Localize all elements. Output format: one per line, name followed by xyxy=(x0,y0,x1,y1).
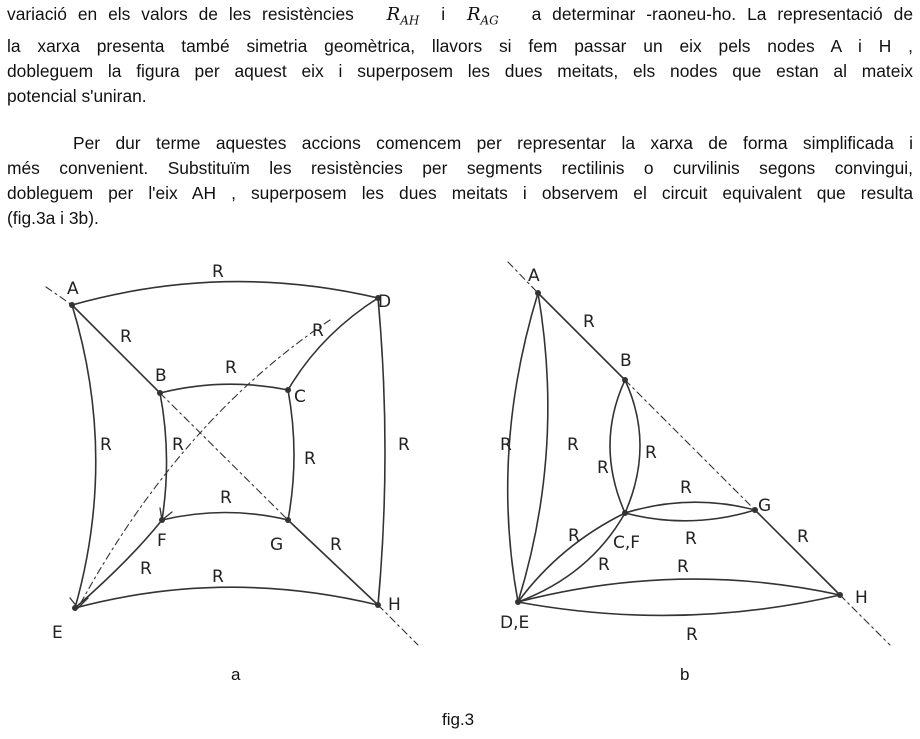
paragraph-2-line-3: dobleguem per l'eix AH , superposem les dues meitats i observem el circuit equivalent que resulta xyxy=(7,183,913,203)
figure-caption: fig.3 xyxy=(442,710,475,729)
paragraph-1-line-2: la xarxa presenta també simetria geomètrica, llavors si fem passar un eix pels nodes A i H , xyxy=(7,35,913,56)
node-label-h: H xyxy=(855,588,868,608)
resistor-label: R xyxy=(797,527,809,547)
edge-de-h-upper xyxy=(518,579,840,602)
figure-a-network xyxy=(46,282,418,645)
math-symbol: R xyxy=(466,4,481,25)
node-dot xyxy=(69,302,75,308)
edge-gh xyxy=(755,510,840,595)
figure-b-labels xyxy=(500,266,868,645)
node-label-g: G xyxy=(758,496,772,516)
figure-b-network xyxy=(508,262,890,645)
text-segment: i xyxy=(441,4,446,24)
paragraph-2-line-4: (fig.3a i 3b). xyxy=(7,208,99,228)
math-symbol: R xyxy=(386,4,401,25)
edge-b-cf-right xyxy=(625,380,640,513)
resistor-label: R xyxy=(220,488,232,508)
node-dot xyxy=(535,290,541,296)
resistor-label: R xyxy=(500,435,512,455)
node-dot xyxy=(157,390,163,396)
node-label-b: B xyxy=(155,366,167,386)
resistor-label: R xyxy=(598,555,610,575)
node-label-f: F xyxy=(157,531,167,551)
resistor-label: R xyxy=(330,535,342,555)
node-label-c: C xyxy=(294,387,306,407)
resistor-label: R xyxy=(100,435,112,455)
node-label-a: A xyxy=(67,279,79,299)
resistor-label: R xyxy=(680,478,692,498)
edge-cf-g-bottom xyxy=(625,510,755,521)
text-segment: a determinar -raoneu-ho. La representació de xyxy=(531,4,913,24)
resistor-label: R xyxy=(312,321,324,341)
edge-dc xyxy=(288,298,378,390)
resistor-label: R xyxy=(172,435,184,455)
edge-ab xyxy=(538,293,625,380)
node-label-b: B xyxy=(620,351,632,371)
edge-gf xyxy=(162,513,288,521)
paragraph-1-line-4: potencial s'uniran. xyxy=(7,85,147,106)
edge-bf xyxy=(160,393,167,520)
edge-cg xyxy=(288,390,294,520)
node-label-a: A xyxy=(528,266,540,286)
paragraph-1-line-3: dobleguem la figura per aquest eix i superposem les dues meitats, els nodes que estan al mateix xyxy=(7,60,913,81)
edge-ae xyxy=(72,305,96,608)
fold-axis-line xyxy=(78,320,330,608)
edge-de-h-lower xyxy=(518,595,840,615)
node-dots xyxy=(69,290,843,611)
node-label-d: D xyxy=(378,292,392,312)
edge-de-a-right xyxy=(518,293,548,602)
resistor-label: R xyxy=(597,458,609,478)
resistor-label: R xyxy=(212,262,224,282)
resistor-label: R xyxy=(686,625,698,645)
edge-ad xyxy=(72,282,378,305)
node-label-e: E xyxy=(52,623,63,643)
node-label-de: D,E xyxy=(500,613,530,633)
resistor-label: R xyxy=(645,443,657,463)
resistor-label: R xyxy=(685,529,697,549)
edge-hg xyxy=(288,520,378,605)
edge-bc xyxy=(160,384,288,393)
edge-dh xyxy=(378,298,385,605)
subfigure-b-caption: b xyxy=(680,665,690,684)
node-dot xyxy=(375,602,381,608)
resistor-label: R xyxy=(120,327,132,347)
node-label-cf: C,F xyxy=(613,533,641,553)
resistor-label: R xyxy=(212,567,224,587)
text-segment: variació en els valors de les resistències xyxy=(7,4,354,24)
node-dot xyxy=(285,517,291,523)
node-dot xyxy=(837,592,843,598)
resistor-label: R xyxy=(677,557,689,577)
node-dot xyxy=(72,605,78,611)
node-dot xyxy=(515,599,521,605)
node-dot xyxy=(622,377,628,383)
resistor-label: R xyxy=(567,435,579,455)
paragraph-2-line-1: Per dur terme aquestes accions comencem per representar la xarxa de forma simplificada i xyxy=(73,133,913,153)
node-dot xyxy=(285,387,291,393)
resistor-label: R xyxy=(568,526,580,546)
node-label-h: H xyxy=(388,595,401,615)
resistor-label: R xyxy=(304,449,316,469)
node-dot xyxy=(622,510,628,516)
resistor-label: R xyxy=(398,435,410,455)
node-label-g: G xyxy=(270,535,284,555)
node-dot xyxy=(159,517,165,523)
edge-he xyxy=(75,587,378,608)
resistor-label: R xyxy=(583,312,595,332)
resistor-label: R xyxy=(140,559,152,579)
paragraph-2-line-2: més convenient. Substituïm les resistències per segments rectilinis o curvilinis segons convingui, xyxy=(7,158,913,178)
edge-de-a-left xyxy=(508,293,538,602)
resistor-label: R xyxy=(225,358,237,378)
edge-ab xyxy=(72,305,160,393)
subfigure-a-caption: a xyxy=(231,665,241,684)
edge-b-cf-left xyxy=(610,380,625,513)
math-subscript: AG xyxy=(480,13,499,28)
math-subscript: AH xyxy=(400,13,420,28)
figure-a-labels xyxy=(52,262,410,643)
edge-cf-g-top xyxy=(625,502,755,513)
